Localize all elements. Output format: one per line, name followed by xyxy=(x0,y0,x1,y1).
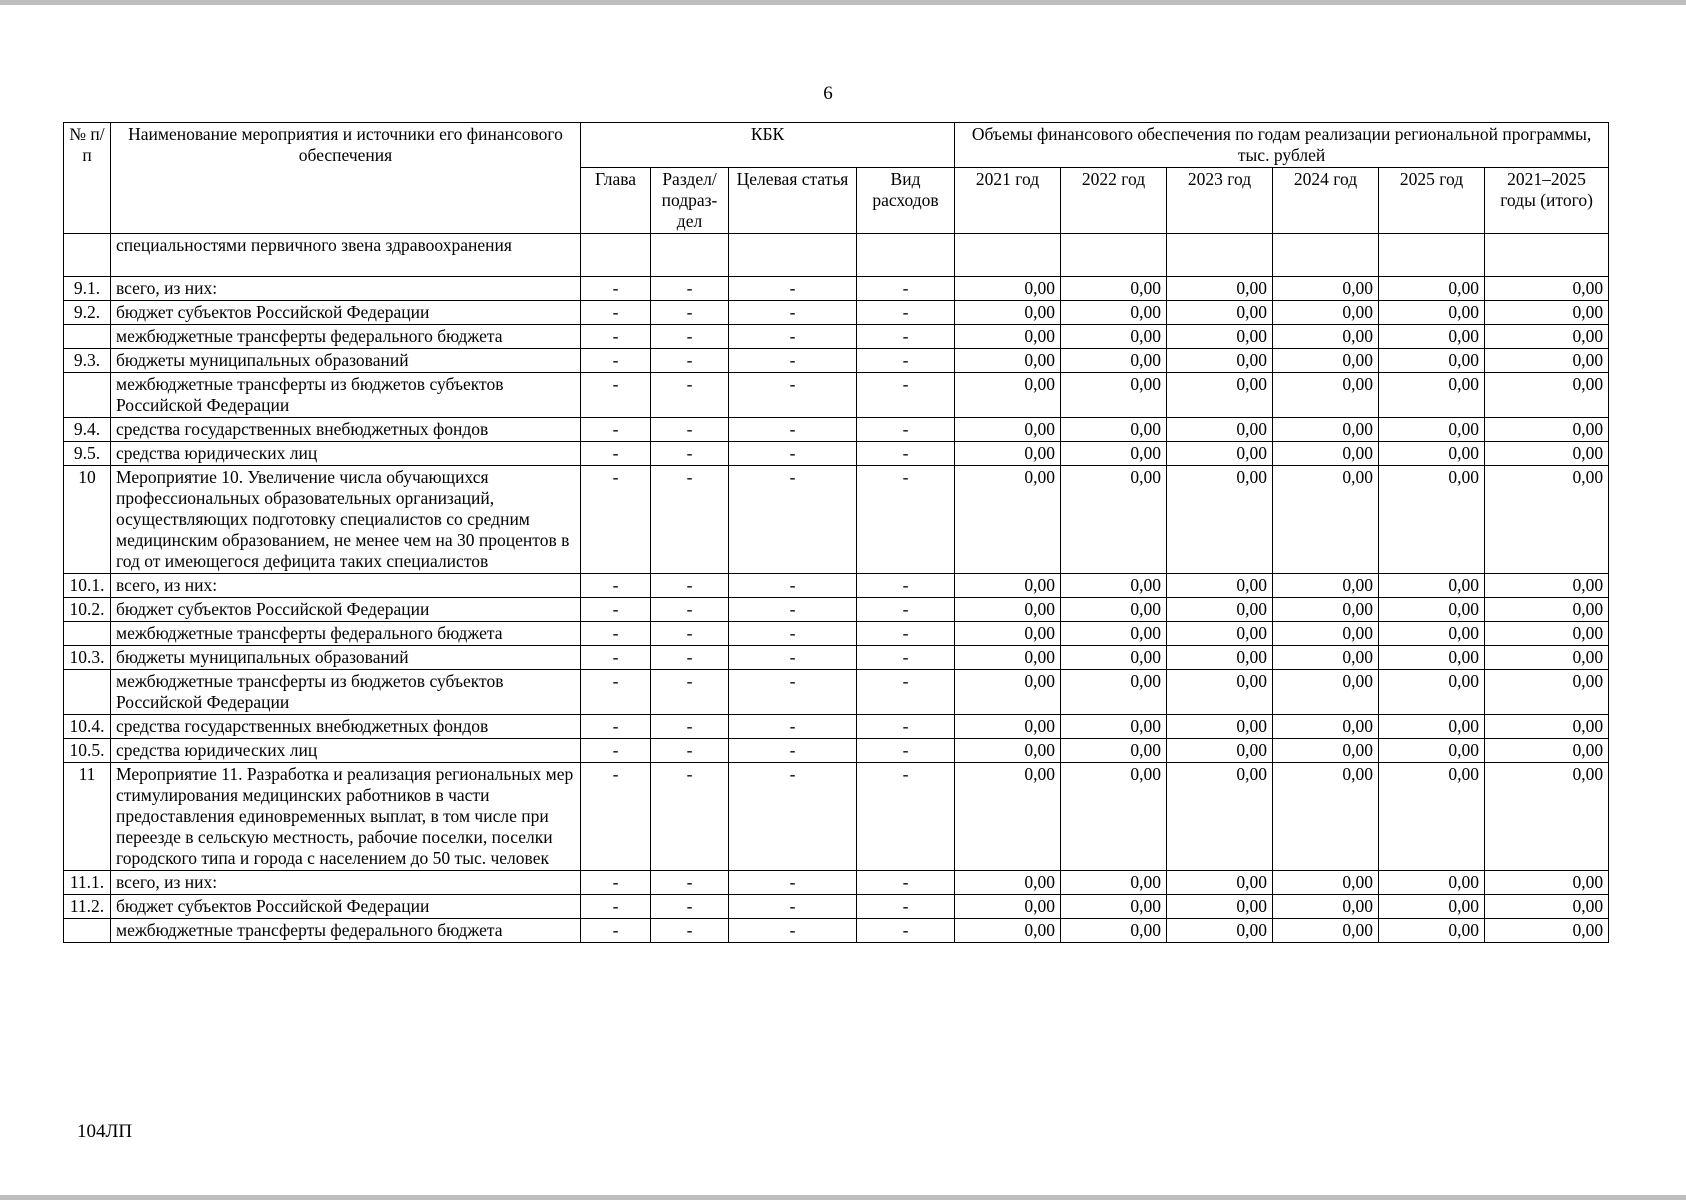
row-name: средства юридических лиц xyxy=(111,739,581,763)
kbk-section-cell: - xyxy=(651,466,729,574)
table-row xyxy=(64,715,1609,739)
kbk-chapter-cell: - xyxy=(581,646,651,670)
value-2024: 0,00 xyxy=(1273,739,1379,763)
kbk-expense-type-cell: - xyxy=(857,598,955,622)
table-row xyxy=(64,739,1609,763)
page-number: 6 xyxy=(823,83,833,104)
row-number: 10.5. xyxy=(64,739,111,763)
row-number: 11 xyxy=(64,763,111,871)
table-row xyxy=(64,418,1609,442)
value-total: 0,00 xyxy=(1485,301,1609,325)
row-name: Мероприятие 10. Увеличение числа обучающихся профессиональных образовательных организаций, осуществляющих подготовку специалистов со средним медицинским образованием, не менее чем на 30 процентов в год от имеющегося дефицита таких специалистов xyxy=(111,466,581,574)
value-2025: 0,00 xyxy=(1379,373,1485,418)
kbk-target-article-cell: - xyxy=(729,739,857,763)
value-2022: 0,00 xyxy=(1061,442,1167,466)
row-number: 11.2. xyxy=(64,895,111,919)
value-2022: 0,00 xyxy=(1061,739,1167,763)
kbk-section-cell: - xyxy=(651,598,729,622)
value-total: 0,00 xyxy=(1485,646,1609,670)
row-name: межбюджетные трансферты из бюджетов субъектов Российской Федерации xyxy=(111,670,581,715)
kbk-section-cell: - xyxy=(651,574,729,598)
kbk-target-article-cell: - xyxy=(729,325,857,349)
header-year-2024: 2024 год xyxy=(1273,168,1379,234)
kbk-section-cell xyxy=(651,234,729,277)
table-row xyxy=(64,763,1609,871)
header-total: 2021–2025 годы (итого) xyxy=(1485,168,1609,234)
kbk-chapter-cell: - xyxy=(581,670,651,715)
value-2025: 0,00 xyxy=(1379,871,1485,895)
row-name: бюджеты муниципальных образований xyxy=(111,646,581,670)
table-row xyxy=(64,670,1609,715)
value-2024: 0,00 xyxy=(1273,325,1379,349)
kbk-expense-type-cell: - xyxy=(857,646,955,670)
value-total: 0,00 xyxy=(1485,277,1609,301)
value-2025: 0,00 xyxy=(1379,574,1485,598)
kbk-section-cell: - xyxy=(651,373,729,418)
value-2021: 0,00 xyxy=(955,574,1061,598)
kbk-section-cell: - xyxy=(651,871,729,895)
row-name: средства юридических лиц xyxy=(111,442,581,466)
value-2021: 0,00 xyxy=(955,598,1061,622)
header-kbk-section: Раздел/ подраз-дел xyxy=(651,168,729,234)
value-total: 0,00 xyxy=(1485,670,1609,715)
table-row xyxy=(64,466,1609,574)
value-2023: 0,00 xyxy=(1167,442,1273,466)
value-2025: 0,00 xyxy=(1379,622,1485,646)
value-2025: 0,00 xyxy=(1379,442,1485,466)
value-2021: 0,00 xyxy=(955,646,1061,670)
kbk-section-cell: - xyxy=(651,895,729,919)
scan-top-edge xyxy=(0,0,1686,5)
value-2022: 0,00 xyxy=(1061,919,1167,943)
value-2025: 0,00 xyxy=(1379,919,1485,943)
value-2022: 0,00 xyxy=(1061,895,1167,919)
kbk-expense-type-cell: - xyxy=(857,670,955,715)
kbk-chapter-cell: - xyxy=(581,739,651,763)
value-2023: 0,00 xyxy=(1167,763,1273,871)
value-2021: 0,00 xyxy=(955,895,1061,919)
value-2024: 0,00 xyxy=(1273,646,1379,670)
value-2025: 0,00 xyxy=(1379,715,1485,739)
kbk-chapter-cell: - xyxy=(581,598,651,622)
row-number: 10.1. xyxy=(64,574,111,598)
header-year-2025: 2025 год xyxy=(1379,168,1485,234)
kbk-expense-type-cell: - xyxy=(857,919,955,943)
header-kbk-chapter: Глава xyxy=(581,168,651,234)
value-2022: 0,00 xyxy=(1061,349,1167,373)
table-row xyxy=(64,871,1609,895)
value-2023: 0,00 xyxy=(1167,871,1273,895)
row-name: межбюджетные трансферты федерального бюджета xyxy=(111,325,581,349)
kbk-expense-type-cell: - xyxy=(857,325,955,349)
financing-table xyxy=(63,122,1609,943)
value-2022: 0,00 xyxy=(1061,763,1167,871)
row-number: 11.1. xyxy=(64,871,111,895)
value-2021: 0,00 xyxy=(955,871,1061,895)
kbk-target-article-cell xyxy=(729,234,857,277)
kbk-target-article-cell: - xyxy=(729,349,857,373)
row-number: 9.4. xyxy=(64,418,111,442)
row-name: межбюджетные трансферты из бюджетов субъектов Российской Федерации xyxy=(111,373,581,418)
table-row xyxy=(64,349,1609,373)
kbk-target-article-cell: - xyxy=(729,373,857,418)
value-2022: 0,00 xyxy=(1061,325,1167,349)
value-2021: 0,00 xyxy=(955,466,1061,574)
kbk-target-article-cell: - xyxy=(729,301,857,325)
value-total: 0,00 xyxy=(1485,325,1609,349)
value-total: 0,00 xyxy=(1485,622,1609,646)
kbk-section-cell: - xyxy=(651,739,729,763)
kbk-section-cell: - xyxy=(651,442,729,466)
kbk-chapter-cell: - xyxy=(581,418,651,442)
row-number: 10.2. xyxy=(64,598,111,622)
table-row xyxy=(64,574,1609,598)
value-2025: 0,00 xyxy=(1379,598,1485,622)
header-name: Наименование мероприятия и источники его финансового обеспечения xyxy=(111,123,581,234)
table-row xyxy=(64,277,1609,301)
value-2023: 0,00 xyxy=(1167,919,1273,943)
row-name: всего, из них: xyxy=(111,871,581,895)
kbk-expense-type-cell: - xyxy=(857,373,955,418)
kbk-target-article-cell: - xyxy=(729,715,857,739)
table-row xyxy=(64,442,1609,466)
value-2023: 0,00 xyxy=(1167,895,1273,919)
value-total: 0,00 xyxy=(1485,466,1609,574)
value-2025: 0,00 xyxy=(1379,325,1485,349)
value-2021: 0,00 xyxy=(955,442,1061,466)
table-row xyxy=(64,325,1609,349)
value-2023: 0,00 xyxy=(1167,646,1273,670)
value-total: 0,00 xyxy=(1485,442,1609,466)
kbk-expense-type-cell: - xyxy=(857,715,955,739)
value-2025: 0,00 xyxy=(1379,418,1485,442)
kbk-target-article-cell: - xyxy=(729,598,857,622)
kbk-target-article-cell: - xyxy=(729,442,857,466)
kbk-expense-type-cell xyxy=(857,234,955,277)
kbk-chapter-cell: - xyxy=(581,622,651,646)
kbk-section-cell: - xyxy=(651,325,729,349)
value-2024: 0,00 xyxy=(1273,466,1379,574)
kbk-chapter-cell: - xyxy=(581,919,651,943)
scan-bottom-edge xyxy=(0,1195,1686,1200)
value-2025: 0,00 xyxy=(1379,349,1485,373)
kbk-chapter-cell: - xyxy=(581,895,651,919)
kbk-target-article-cell: - xyxy=(729,871,857,895)
kbk-target-article-cell: - xyxy=(729,277,857,301)
kbk-section-cell: - xyxy=(651,646,729,670)
value-2024: 0,00 xyxy=(1273,670,1379,715)
row-name: всего, из них: xyxy=(111,277,581,301)
kbk-section-cell: - xyxy=(651,277,729,301)
value-total: 0,00 xyxy=(1485,574,1609,598)
kbk-expense-type-cell: - xyxy=(857,349,955,373)
value-2024: 0,00 xyxy=(1273,373,1379,418)
value-total: 0,00 xyxy=(1485,763,1609,871)
row-number: 10.3. xyxy=(64,646,111,670)
value-2021: 0,00 xyxy=(955,622,1061,646)
kbk-chapter-cell: - xyxy=(581,349,651,373)
value-2022: 0,00 xyxy=(1061,670,1167,715)
value-2021: 0,00 xyxy=(955,670,1061,715)
kbk-chapter-cell: - xyxy=(581,763,651,871)
value-2024: 0,00 xyxy=(1273,895,1379,919)
header-year-2023: 2023 год xyxy=(1167,168,1273,234)
value-2024: 0,00 xyxy=(1273,442,1379,466)
value-2021 xyxy=(955,234,1061,277)
kbk-expense-type-cell: - xyxy=(857,622,955,646)
kbk-target-article-cell: - xyxy=(729,763,857,871)
kbk-chapter-cell: - xyxy=(581,442,651,466)
value-2022: 0,00 xyxy=(1061,598,1167,622)
row-number: 9.3. xyxy=(64,349,111,373)
value-2021: 0,00 xyxy=(955,763,1061,871)
value-2022: 0,00 xyxy=(1061,418,1167,442)
value-2023: 0,00 xyxy=(1167,739,1273,763)
row-name: бюджет субъектов Российской Федерации xyxy=(111,895,581,919)
kbk-section-cell: - xyxy=(651,670,729,715)
value-2025: 0,00 xyxy=(1379,466,1485,574)
table-row xyxy=(64,301,1609,325)
kbk-chapter-cell: - xyxy=(581,715,651,739)
value-total: 0,00 xyxy=(1485,349,1609,373)
kbk-section-cell: - xyxy=(651,301,729,325)
value-total xyxy=(1485,234,1609,277)
kbk-chapter-cell: - xyxy=(581,373,651,418)
row-name: бюджет субъектов Российской Федерации xyxy=(111,598,581,622)
value-2022: 0,00 xyxy=(1061,373,1167,418)
value-2021: 0,00 xyxy=(955,301,1061,325)
value-2022: 0,00 xyxy=(1061,277,1167,301)
value-2021: 0,00 xyxy=(955,739,1061,763)
kbk-expense-type-cell: - xyxy=(857,466,955,574)
value-2021: 0,00 xyxy=(955,349,1061,373)
value-2023: 0,00 xyxy=(1167,622,1273,646)
kbk-target-article-cell: - xyxy=(729,418,857,442)
value-2023: 0,00 xyxy=(1167,349,1273,373)
kbk-chapter-cell: - xyxy=(581,277,651,301)
kbk-target-article-cell: - xyxy=(729,670,857,715)
value-2023: 0,00 xyxy=(1167,373,1273,418)
kbk-target-article-cell: - xyxy=(729,622,857,646)
row-name: всего, из них: xyxy=(111,574,581,598)
value-2022: 0,00 xyxy=(1061,622,1167,646)
table-row xyxy=(64,373,1609,418)
kbk-expense-type-cell: - xyxy=(857,301,955,325)
value-2024: 0,00 xyxy=(1273,715,1379,739)
kbk-expense-type-cell: - xyxy=(857,763,955,871)
table-row xyxy=(64,919,1609,943)
kbk-chapter-cell xyxy=(581,234,651,277)
header-kbk-expense-type: Вид расходов xyxy=(857,168,955,234)
table-row xyxy=(64,622,1609,646)
value-2022: 0,00 xyxy=(1061,715,1167,739)
value-2025: 0,00 xyxy=(1379,670,1485,715)
kbk-section-cell: - xyxy=(651,349,729,373)
kbk-chapter-cell: - xyxy=(581,574,651,598)
value-2021: 0,00 xyxy=(955,325,1061,349)
kbk-section-cell: - xyxy=(651,622,729,646)
row-name: средства государственных внебюджетных фондов xyxy=(111,418,581,442)
header-year-2021: 2021 год xyxy=(955,168,1061,234)
document-code: 104ЛП xyxy=(77,1121,133,1142)
value-2024: 0,00 xyxy=(1273,763,1379,871)
kbk-expense-type-cell: - xyxy=(857,442,955,466)
value-2023 xyxy=(1167,234,1273,277)
value-2021: 0,00 xyxy=(955,418,1061,442)
kbk-section-cell: - xyxy=(651,418,729,442)
table-row xyxy=(64,646,1609,670)
value-2025: 0,00 xyxy=(1379,277,1485,301)
row-name: межбюджетные трансферты федерального бюджета xyxy=(111,919,581,943)
row-number xyxy=(64,670,111,715)
row-name: бюджет субъектов Российской Федерации xyxy=(111,301,581,325)
header-year-2022: 2022 год xyxy=(1061,168,1167,234)
kbk-target-article-cell: - xyxy=(729,919,857,943)
value-total: 0,00 xyxy=(1485,919,1609,943)
kbk-target-article-cell: - xyxy=(729,574,857,598)
value-2023: 0,00 xyxy=(1167,598,1273,622)
row-name: межбюджетные трансферты федерального бюджета xyxy=(111,622,581,646)
header-kbk-target-article: Целевая статья xyxy=(729,168,857,234)
header-volumes: Объемы финансового обеспечения по годам реализации региональной программы, тыс. рублей xyxy=(955,123,1609,168)
kbk-section-cell: - xyxy=(651,763,729,871)
value-2024 xyxy=(1273,234,1379,277)
value-2023: 0,00 xyxy=(1167,418,1273,442)
value-2023: 0,00 xyxy=(1167,670,1273,715)
row-name: специальностями первичного звена здравоохранения xyxy=(111,234,581,277)
value-total: 0,00 xyxy=(1485,871,1609,895)
value-2022 xyxy=(1061,234,1167,277)
value-2024: 0,00 xyxy=(1273,277,1379,301)
value-total: 0,00 xyxy=(1485,715,1609,739)
row-number xyxy=(64,373,111,418)
kbk-expense-type-cell: - xyxy=(857,739,955,763)
kbk-expense-type-cell: - xyxy=(857,895,955,919)
kbk-expense-type-cell: - xyxy=(857,871,955,895)
value-2021: 0,00 xyxy=(955,919,1061,943)
value-2022: 0,00 xyxy=(1061,871,1167,895)
kbk-section-cell: - xyxy=(651,715,729,739)
row-number xyxy=(64,325,111,349)
value-2021: 0,00 xyxy=(955,373,1061,418)
kbk-target-article-cell: - xyxy=(729,646,857,670)
kbk-expense-type-cell: - xyxy=(857,277,955,301)
row-number: 10.4. xyxy=(64,715,111,739)
table-row xyxy=(64,598,1609,622)
value-2022: 0,00 xyxy=(1061,574,1167,598)
value-2023: 0,00 xyxy=(1167,715,1273,739)
table-header xyxy=(64,123,1609,234)
value-2022: 0,00 xyxy=(1061,301,1167,325)
value-2024: 0,00 xyxy=(1273,598,1379,622)
value-2023: 0,00 xyxy=(1167,574,1273,598)
row-name: бюджеты муниципальных образований xyxy=(111,349,581,373)
row-number: 9.1. xyxy=(64,277,111,301)
row-number xyxy=(64,622,111,646)
value-2024: 0,00 xyxy=(1273,919,1379,943)
value-2023: 0,00 xyxy=(1167,325,1273,349)
kbk-chapter-cell: - xyxy=(581,466,651,574)
row-number xyxy=(64,919,111,943)
kbk-chapter-cell: - xyxy=(581,325,651,349)
kbk-chapter-cell: - xyxy=(581,301,651,325)
value-2024: 0,00 xyxy=(1273,418,1379,442)
value-total: 0,00 xyxy=(1485,598,1609,622)
value-total: 0,00 xyxy=(1485,373,1609,418)
header-number: № п/п xyxy=(64,123,111,234)
value-2024: 0,00 xyxy=(1273,574,1379,598)
kbk-target-article-cell: - xyxy=(729,895,857,919)
value-2023: 0,00 xyxy=(1167,301,1273,325)
kbk-expense-type-cell: - xyxy=(857,418,955,442)
value-2024: 0,00 xyxy=(1273,622,1379,646)
kbk-target-article-cell: - xyxy=(729,466,857,574)
value-2021: 0,00 xyxy=(955,277,1061,301)
row-name: Мероприятие 11. Разработка и реализация региональных мер стимулирования медицинских работников в части предоставления единовременных выплат, в том числе при переезде в сельскую местность, рабочие поселки, поселки городского типа и города с населением до 50 тыс. человек xyxy=(111,763,581,871)
row-name: средства государственных внебюджетных фондов xyxy=(111,715,581,739)
value-2024: 0,00 xyxy=(1273,349,1379,373)
row-number: 9.2. xyxy=(64,301,111,325)
kbk-chapter-cell: - xyxy=(581,871,651,895)
value-2025: 0,00 xyxy=(1379,646,1485,670)
row-number xyxy=(64,234,111,277)
row-number: 10 xyxy=(64,466,111,574)
table-body xyxy=(64,234,1609,943)
value-2025: 0,00 xyxy=(1379,895,1485,919)
value-2023: 0,00 xyxy=(1167,466,1273,574)
value-2021: 0,00 xyxy=(955,715,1061,739)
value-2024: 0,00 xyxy=(1273,871,1379,895)
table-row xyxy=(64,895,1609,919)
value-total: 0,00 xyxy=(1485,739,1609,763)
value-2022: 0,00 xyxy=(1061,646,1167,670)
kbk-expense-type-cell: - xyxy=(857,574,955,598)
value-2023: 0,00 xyxy=(1167,277,1273,301)
value-2025: 0,00 xyxy=(1379,763,1485,871)
value-2024: 0,00 xyxy=(1273,301,1379,325)
value-2022: 0,00 xyxy=(1061,466,1167,574)
table-row xyxy=(64,234,1609,277)
value-total: 0,00 xyxy=(1485,895,1609,919)
value-2025: 0,00 xyxy=(1379,739,1485,763)
header-kbk: КБК xyxy=(581,123,955,168)
row-number: 9.5. xyxy=(64,442,111,466)
value-2025: 0,00 xyxy=(1379,301,1485,325)
value-2025 xyxy=(1379,234,1485,277)
value-total: 0,00 xyxy=(1485,418,1609,442)
kbk-section-cell: - xyxy=(651,919,729,943)
